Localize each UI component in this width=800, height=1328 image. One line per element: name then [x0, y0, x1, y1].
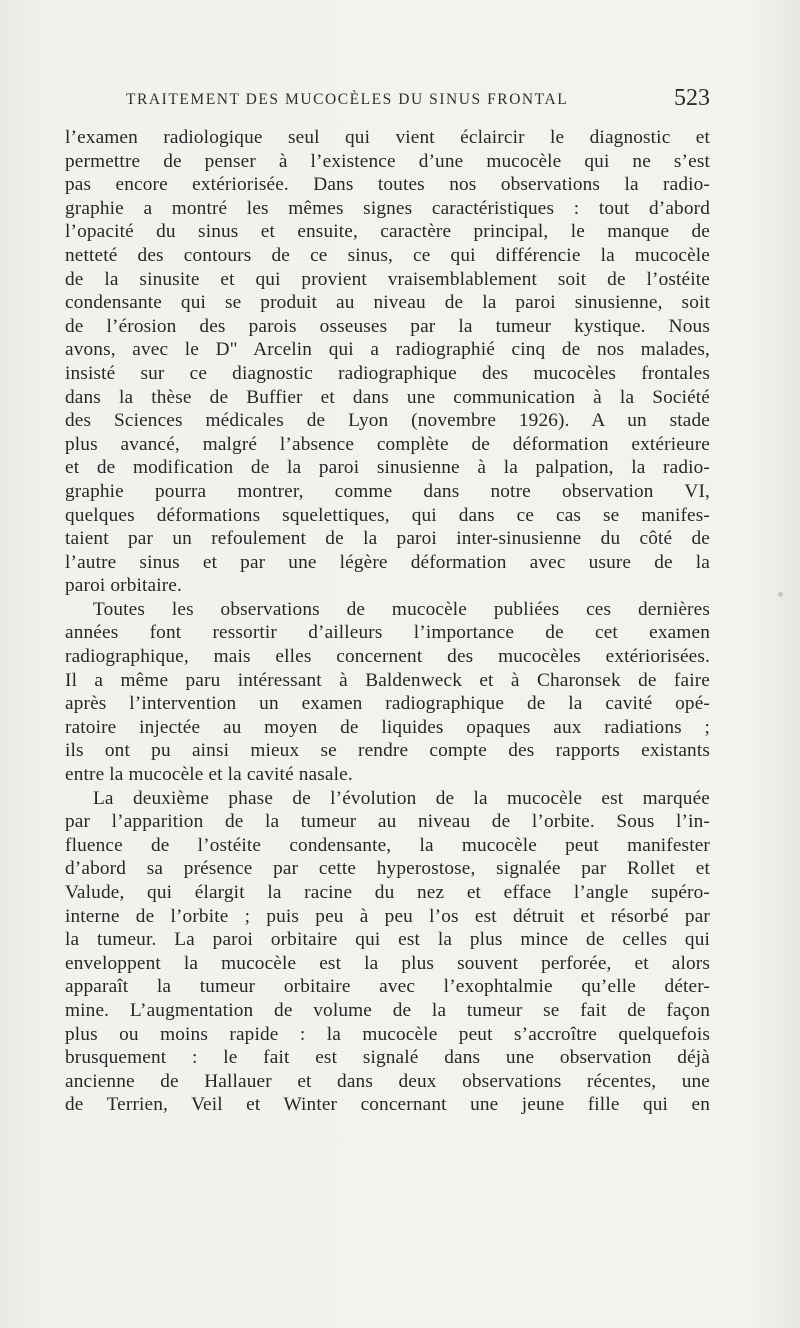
text-line: Il a même paru intéressant à Baldenweck et à Charonsek de faire	[65, 669, 710, 691]
text-line: apparaît la tumeur orbitaire avec l’exophtalmie qu’elle déter-	[65, 976, 710, 998]
page-header	[126, 85, 710, 115]
page-number: 523	[674, 85, 710, 111]
text-line: l’examen radiologique seul qui vient éclaircir le diagnostic et	[65, 127, 710, 148]
text-line: interne de l’orbite ; puis peu à peu l’os est détruit et résorbé par	[65, 905, 710, 927]
text-line: ratoire injectée au moyen de liquides opaques aux radiations ;	[65, 716, 710, 738]
text-line: mine. L’augmentation de volume de la tumeur se fait de façon	[65, 999, 710, 1021]
text-line: condensante qui se produit au niveau de la paroi sinusienne, soit	[65, 292, 710, 314]
paragraph-end-line: entre la mucocèle et la cavité nasale.	[65, 764, 353, 786]
text-line: années font ressortir d’ailleurs l’importance de cet examen	[65, 622, 710, 644]
paragraph-end-line: paroi orbitaire.	[65, 575, 182, 597]
text-line: plus avancé, malgré l’absence complète de déformation extérieure	[65, 433, 710, 455]
text-line: d’abord sa présence par cette hyperostose, signalée par Rollet et	[65, 858, 710, 880]
text-line: la tumeur. La paroi orbitaire qui est la plus mince de celles qui	[65, 929, 710, 951]
text-line: plus ou moins rapide : la mucocèle peut s’accroître quelquefois	[65, 1023, 710, 1045]
text-line: ancienne de Hallauer et dans deux observations récentes, une	[65, 1070, 710, 1092]
text-line: par l’apparition de la tumeur au niveau de l’orbite. Sous l’in-	[65, 811, 710, 833]
text-line: insisté sur ce diagnostic radiographique des mucocèles frontales	[65, 362, 710, 384]
text-line: radiographique, mais elles concernent des mucocèles extériorisées.	[65, 646, 710, 668]
text-line: enveloppent la mucocèle est la plus souvent perforée, et alors	[65, 952, 710, 974]
text-line: dans la thèse de Buffier et dans une communication à la Société	[65, 386, 710, 408]
text-line: fluence de l’ostéite condensante, la mucocèle peut manifester	[65, 834, 710, 856]
paragraph-start-line: La deuxième phase de l’évolution de la mucocèle est marquée	[93, 787, 710, 809]
text-line: netteté des contours de ce sinus, ce qui différencie la mucocèle	[65, 244, 710, 266]
text-line: et de modification de la paroi sinusienne à la palpation, la radio-	[65, 457, 710, 479]
text-line: graphie pourra montrer, comme dans notre observation VI,	[65, 480, 710, 502]
text-line: pas encore extériorisée. Dans toutes nos observations la radio-	[65, 174, 710, 196]
running-title: TRAITEMENT DES MUCOCÈLES DU SINUS FRONTAL	[126, 91, 569, 108]
text-line: de Terrien, Veil et Winter concernant une jeune fille qui en	[65, 1094, 710, 1116]
text-line: brusquement : le fait est signalé dans une observation déjà	[65, 1047, 710, 1069]
text-line: Valude, qui élargit la racine du nez et efface l’angle supéro-	[65, 882, 710, 903]
body-text	[65, 126, 710, 1117]
text-line: l’autre sinus et par une légère déformation avec usure de la	[65, 551, 710, 573]
text-line: de l’érosion des parois osseuses par la tumeur kystique. Nous	[65, 315, 710, 337]
text-line: l’opacité du sinus et ensuite, caractère principal, le manque de	[65, 221, 710, 243]
text-line: de la sinusite et qui provient vraisemblablement soit de l’ostéite	[65, 268, 710, 290]
margin-speck	[778, 592, 783, 597]
text-line: avons, avec le D" Arcelin qui a radiographié cinq de nos malades,	[65, 339, 710, 361]
text-line: après l’intervention un examen radiographique de la cavité opé-	[65, 693, 710, 715]
text-line: ils ont pu ainsi mieux se rendre compte des rapports existants	[65, 740, 710, 762]
text-line: des Sciences médicales de Lyon (novembre 1926). A un stade	[65, 410, 710, 432]
paragraph-start-line: Toutes les observations de mucocèle publiées ces dernières	[93, 598, 710, 620]
text-line: taient par un refoulement de la paroi inter-sinusienne du côté de	[65, 528, 710, 550]
text-line: permettre de penser à l’existence d’une mucocèle qui ne s’est	[65, 150, 710, 172]
text-line: quelques déformations squelettiques, qui dans ce cas se manifes-	[65, 504, 710, 526]
text-line: graphie a montré les mêmes signes caractéristiques : tout d’abord	[65, 197, 710, 219]
